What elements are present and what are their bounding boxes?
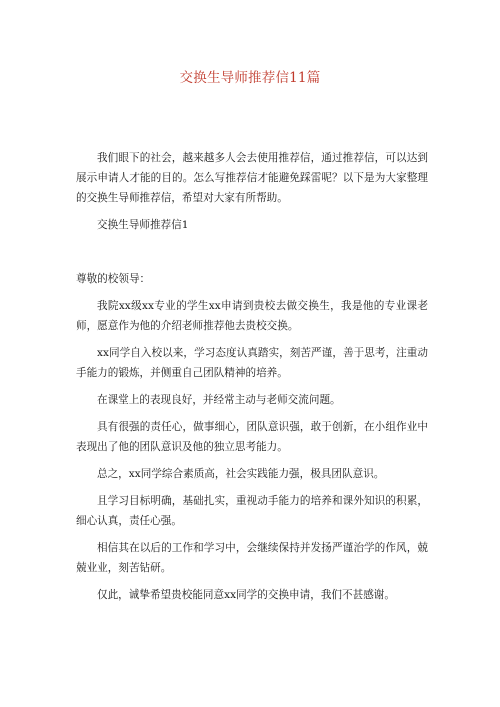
body-paragraph: 总之，xx同学综合素质高，社会实践能力强，极具团队意识。 — [97, 468, 385, 480]
section-spacer — [76, 242, 428, 269]
body-paragraph: 具有很强的责任心，做事细心，团队意识强，敢于创新，在小组作业中表现出了他的团队意识及他的独立思考能力。 — [76, 421, 428, 453]
body-paragraph: 我院xx级xx专业的学生xx申请到贵校去做交换生，我是他的专业课老师，愿意作为他的介绍老师推荐他去贵校交换。 — [76, 300, 428, 332]
document-title: 交换生导师推荐信11篇 — [179, 70, 321, 86]
body-paragraph: 在课堂上的表现良好，并经常主动与老师交流问题。 — [97, 394, 341, 406]
body-paragraph: 且学习目标明确，基础扎实，重视动手能力的培养和课外知识的积累，细心认真，责任心强。 — [76, 495, 428, 527]
document-body — [76, 148, 428, 612]
closing-paragraph: 仅此，诚挚希望贵校能同意xx同学的交换申请，我们不甚感谢。 — [97, 589, 395, 601]
body-paragraph: 相信其在以后的工作和学习中，会继续保持并发扬严谨治学的作风，兢兢业业，刻苦钻研。 — [76, 542, 428, 574]
section-heading: 交换生导师推荐信1 — [97, 219, 189, 231]
intro-paragraph: 我们眼下的社会，越来越多人会去使用推荐信，通过推荐信，可以达到展示申请人才能的目的。怎么写推荐信才能避免踩雷呢？以下是为大家整理的交换生导师推荐信，希望对大家有所帮助。 — [76, 152, 428, 204]
salutation: 尊敬的校领导： — [76, 273, 151, 285]
body-paragraph: xx同学自入校以来，学习态度认真踏实，刻苦严谨，善于思考，注重动手能力的锻炼，并侧重自己团队精神的培养。 — [76, 347, 428, 379]
